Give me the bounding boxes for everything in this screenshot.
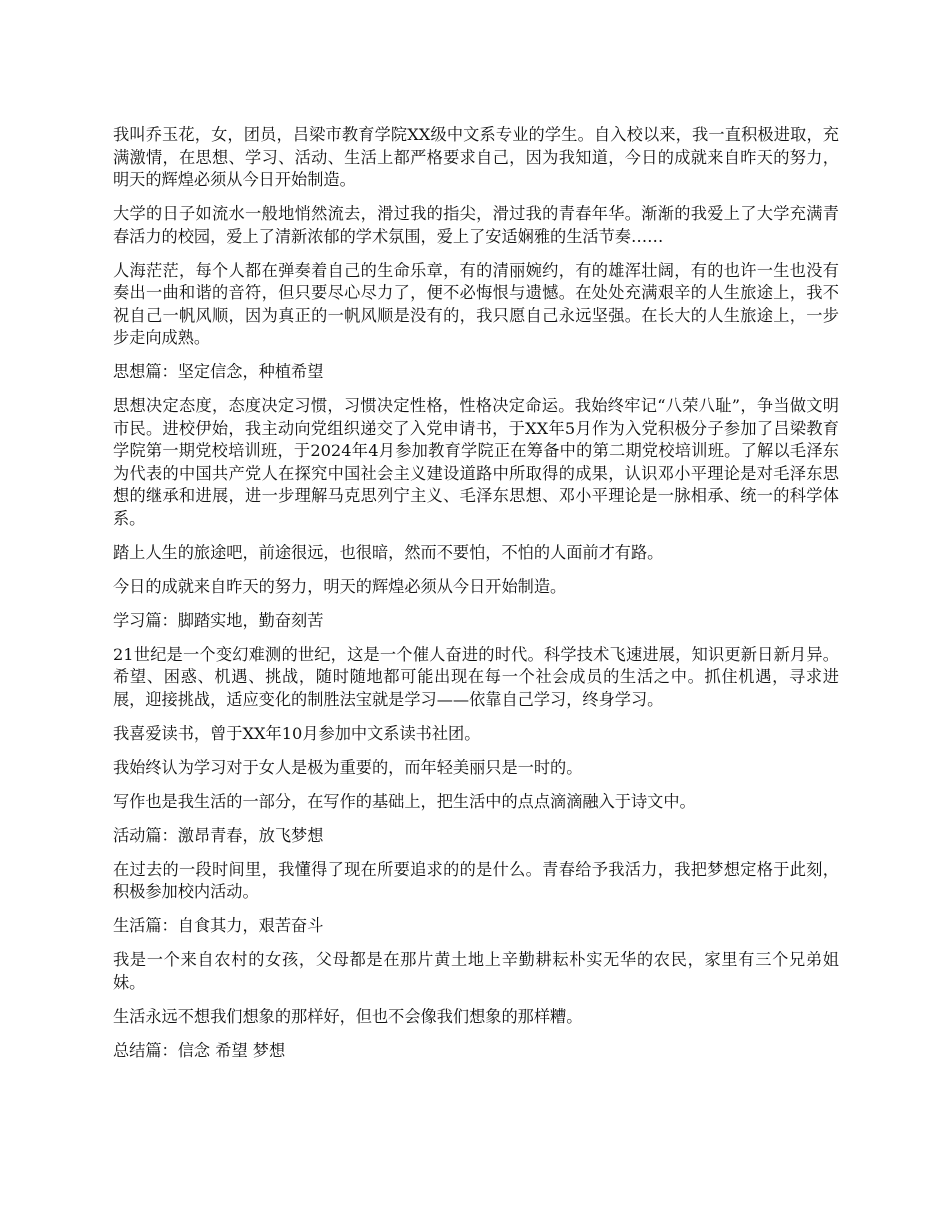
paragraph-learning-importance: 我始终认为学习对于女人是极为重要的，而年轻美丽只是一时的。 — [113, 757, 583, 777]
paragraph-quote-journey: 踏上人生的旅途吧，前途很远，也很暗，然而不要怕，不怕的人面前才有路。 — [113, 542, 664, 562]
section-heading-life: 生活篇：自食其力，艰苦奋斗 — [113, 916, 324, 935]
paragraph-life-reality: 生活永远不想我们想象的那样好，但也不会像我们想象的那样糟。 — [113, 1006, 583, 1026]
paragraph-quote-achievement: 今日的成就来自昨天的努力，明天的辉煌必须从今日开始制造。 — [113, 576, 567, 596]
paragraph-writing: 写作也是我生活的一部分，在写作的基础上，把生活中的点点滴滴融入于诗文中。 — [113, 791, 696, 811]
document-body — [113, 124, 839, 1074]
paragraph-activity: 在过去的一段时间里，我懂得了现在所要追求的的是什么。青春给予我活力，我把梦想定格于此刻，积极参加校内活动。 — [113, 859, 839, 901]
paragraph-life-journey: 人海茫茫，每个人都在弹奏着自己的生命乐章，有的清丽婉约，有的雄浑壮阔，有的也许一生也没有奏出一曲和谐的音符，但只要尽心尽力了，便不必悔恨与遗憾。在处处充满艰辛的人生旅途上，我不祝自己一帆风顺，因为真正的一帆风顺是没有的，我只愿自己永远坚强。在长大的人生旅途上，一步步走向成熟。 — [113, 260, 839, 347]
paragraph-university-days: 大学的日子如流水一般地悄然流去，滑过我的指尖，滑过我的青春年华。渐渐的我爱上了大学充满青春活力的校园，爱上了清新浓郁的学术氛围，爱上了安适娴雅的生活节奏…… — [113, 204, 839, 246]
paragraph-reading: 我喜爱读书，曾于XX年10月参加中文系读书社团。 — [113, 723, 481, 743]
section-heading-summary: 总结篇：信念 希望 梦想 — [113, 1040, 286, 1060]
paragraph-family: 我是一个来自农村的女孩，父母都是在那片黄土地上辛勤耕耘朴实无华的农民，家里有三个兄弟姐妹。 — [113, 950, 839, 992]
paragraph-study: 21世纪是一个变幻难测的世纪，这是一个催人奋进的时代。科学技术飞速进展，知识更新日新月异。希望、困惑、机遇、挑战，随时随地都可能出现在每一个社会成员的生活之中。抓住机遇，寻求进展，迎接挑战，适应变化的制胜法宝就是学习——依靠自己学习，终身学习。 — [113, 644, 839, 709]
section-heading-thought: 思想篇：坚定信念，种植希望 — [113, 362, 324, 381]
paragraph-thought: 思想决定态度，态度决定习惯，习惯决定性格，性格决定命运。我始终牢记“八荣八耻”，争当做文明市民。进校伊始，我主动向党组织递交了入党申请书，于XX年5月作为入党积极分子参加了吕梁教育学院第一期党校培训班，于2024年4月参加教育学院正在筹备中的第二期党校培训班。了解以毛泽东为代表的中国共产党人在探究中国社会主义建设道路中所取得的成果，认识邓小平理论是对毛泽东思想的继承和进展，进一步理解马克思列宁主义、毛泽东思想、邓小平理论是一脉相承、统一的科学体系。 — [113, 396, 839, 528]
section-heading-study: 学习篇：脚踏实地，勤奋刻苦 — [113, 610, 324, 630]
paragraph-intro: 我叫乔玉花，女，团员，吕梁市教育学院XX级中文系专业的学生。自入校以来，我一直积极进取，充满激情，在思想、学习、活动、生活上都严格要求自己，因为我知道，今日的成就来自昨天的努力，明天的辉煌必须从今日开始制造。 — [113, 125, 839, 189]
section-heading-activity: 活动篇：激昂青春，放飞梦想 — [113, 825, 324, 845]
